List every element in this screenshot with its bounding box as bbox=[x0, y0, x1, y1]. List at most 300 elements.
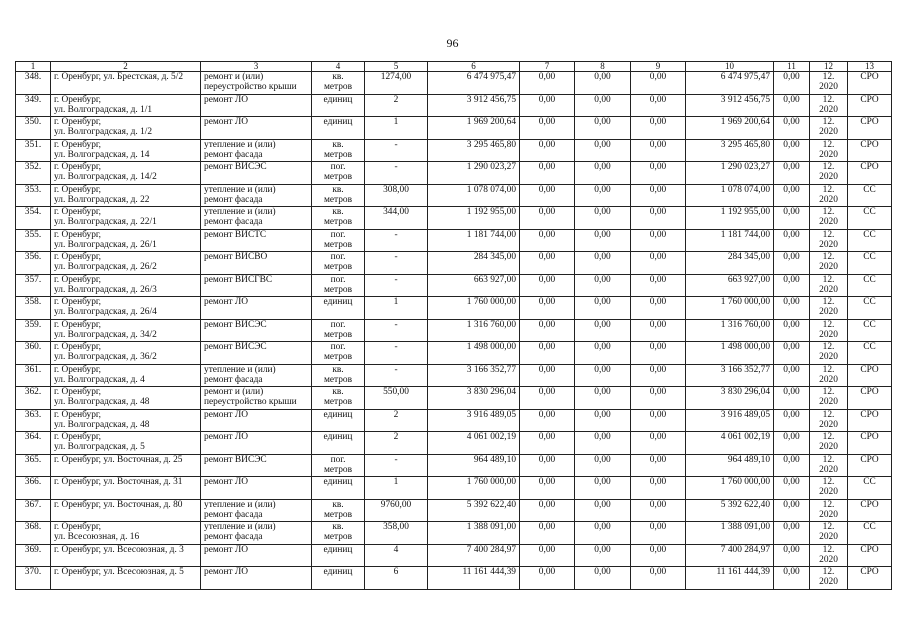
quantity-cell: 1 bbox=[365, 297, 428, 320]
column-10-cell: 4 061 002,19 bbox=[686, 432, 774, 455]
table-row bbox=[16, 432, 892, 455]
table-row bbox=[16, 477, 892, 500]
unit-line-1: кв. bbox=[332, 184, 344, 195]
address-line-2: ул. Волгоградская, д. 14 bbox=[54, 149, 150, 160]
quantity-cell: 1 bbox=[365, 477, 428, 500]
unit-cell bbox=[312, 184, 365, 207]
total-cost-cell: 1 969 200,64 bbox=[428, 117, 520, 140]
unit-cell bbox=[312, 544, 365, 567]
work-type-cell bbox=[201, 477, 312, 500]
unit-line-2: метров bbox=[323, 352, 353, 363]
unit-cell bbox=[312, 364, 365, 387]
column-11-cell: 0,00 bbox=[774, 409, 810, 432]
unit-cell bbox=[312, 499, 365, 522]
row-number: 366. bbox=[16, 477, 51, 500]
row-number: 365. bbox=[16, 454, 51, 477]
work-type-line-1: утепление и (или) bbox=[204, 522, 276, 532]
column-8-cell: 0,00 bbox=[575, 477, 631, 500]
work-type-cell bbox=[201, 72, 312, 95]
deadline-year: 2020 bbox=[819, 397, 838, 408]
work-type-cell bbox=[201, 162, 312, 185]
quantity-cell: - bbox=[365, 274, 428, 297]
page-number: 96 bbox=[446, 36, 459, 50]
address-line-1: г. Оренбург, bbox=[54, 252, 102, 262]
column-header: 1 bbox=[16, 62, 51, 72]
address-cell bbox=[51, 117, 201, 140]
deadline-year: 2020 bbox=[819, 487, 838, 498]
row-number: 352. bbox=[16, 162, 51, 185]
column-11-cell: 0,00 bbox=[774, 139, 810, 162]
deadline-month: 12. bbox=[822, 319, 835, 330]
deadline-year: 2020 bbox=[819, 172, 838, 183]
table-row bbox=[16, 139, 892, 162]
deadline-month: 12. bbox=[822, 409, 835, 420]
column-header: 9 bbox=[631, 62, 686, 72]
column-8-cell: 0,00 bbox=[575, 207, 631, 230]
column-10-cell: 1 078 074,00 bbox=[686, 184, 774, 207]
unit-line-1: кв. bbox=[332, 387, 344, 397]
address-line-2: ул. Волгоградская, д. 4 bbox=[54, 374, 145, 385]
unit-line-1: пог. bbox=[330, 342, 346, 352]
column-10-cell: 1 969 200,64 bbox=[686, 117, 774, 140]
column-header: 2 bbox=[51, 62, 201, 72]
work-type-line-1: ремонт ВИСГВС bbox=[204, 274, 273, 285]
column-9-cell: 0,00 bbox=[631, 252, 686, 275]
column-11-cell: 0,00 bbox=[774, 184, 810, 207]
column-10-cell: 663 927,00 bbox=[686, 274, 774, 297]
funding-source-cell: СРО bbox=[848, 94, 892, 117]
work-type-line-2: ремонт фасада bbox=[204, 374, 263, 385]
column-7-cell: 0,00 bbox=[520, 297, 575, 320]
unit-line-2: метров bbox=[323, 82, 353, 93]
column-11-cell: 0,00 bbox=[774, 274, 810, 297]
address-line-1: г. Оренбург, bbox=[54, 297, 102, 307]
column-header: 4 bbox=[312, 62, 365, 72]
column-10-cell: 3 166 352,77 bbox=[686, 364, 774, 387]
work-type-cell bbox=[201, 297, 312, 320]
address-line-1: г. Оренбург, bbox=[54, 229, 102, 240]
unit-line-1: единиц bbox=[323, 567, 353, 577]
column-7-cell: 0,00 bbox=[520, 184, 575, 207]
unit-line-2: метров bbox=[323, 262, 353, 273]
column-7-cell: 0,00 bbox=[520, 229, 575, 252]
table-row bbox=[16, 184, 892, 207]
column-10-cell: 3 916 489,05 bbox=[686, 409, 774, 432]
column-8-cell: 0,00 bbox=[575, 544, 631, 567]
address-cell bbox=[51, 387, 201, 410]
work-type-line-1: ремонт ЛО bbox=[204, 297, 249, 307]
total-cost-cell: 3 912 456,75 bbox=[428, 94, 520, 117]
address-line-1: г. Оренбург, bbox=[54, 364, 102, 375]
deadline-month: 12. bbox=[822, 94, 835, 105]
column-9-cell: 0,00 bbox=[631, 207, 686, 230]
work-type-line-1: ремонт ЛО bbox=[204, 477, 249, 487]
funding-source-cell: СС bbox=[848, 207, 892, 230]
column-10-cell: 284 345,00 bbox=[686, 252, 774, 275]
column-9-cell: 0,00 bbox=[631, 319, 686, 342]
column-7-cell: 0,00 bbox=[520, 139, 575, 162]
row-number: 368. bbox=[16, 522, 51, 545]
column-7-cell: 0,00 bbox=[520, 319, 575, 342]
total-cost-cell: 1 388 091,00 bbox=[428, 522, 520, 545]
row-number: 349. bbox=[16, 94, 51, 117]
work-type-line-2: ремонт фасада bbox=[204, 532, 263, 543]
deadline-month: 12. bbox=[822, 432, 835, 442]
address-line-1: г. Оренбург, bbox=[54, 342, 102, 352]
column-8-cell: 0,00 bbox=[575, 364, 631, 387]
address-line-2: ул. Волгоградская, д. 1/2 bbox=[54, 127, 153, 138]
address-line-1: г. Оренбург, bbox=[54, 139, 102, 150]
column-8-cell: 0,00 bbox=[575, 139, 631, 162]
deadline-year: 2020 bbox=[819, 217, 838, 228]
address-cell bbox=[51, 319, 201, 342]
work-type-line-2: переустройство крыши bbox=[204, 397, 297, 408]
table-row bbox=[16, 297, 892, 320]
column-9-cell: 0,00 bbox=[631, 387, 686, 410]
address-line-2: ул. Волгоградская, д. 22/1 bbox=[54, 217, 157, 228]
quantity-cell: - bbox=[365, 342, 428, 365]
address-cell bbox=[51, 94, 201, 117]
quantity-cell: 9760,00 bbox=[365, 499, 428, 522]
address-cell bbox=[51, 252, 201, 275]
column-9-cell: 0,00 bbox=[631, 499, 686, 522]
address-cell bbox=[51, 432, 201, 455]
deadline-year: 2020 bbox=[819, 104, 838, 115]
deadline-month: 12. bbox=[822, 274, 835, 285]
funding-source-cell: СС bbox=[848, 522, 892, 545]
address-cell bbox=[51, 364, 201, 387]
row-number: 354. bbox=[16, 207, 51, 230]
column-7-cell: 0,00 bbox=[520, 454, 575, 477]
address-line-1: г. Оренбург, bbox=[54, 409, 102, 420]
column-10-cell: 1 290 023,27 bbox=[686, 162, 774, 185]
column-10-cell: 5 392 622,40 bbox=[686, 499, 774, 522]
funding-source-cell: СРО bbox=[848, 117, 892, 140]
column-7-cell: 0,00 bbox=[520, 477, 575, 500]
column-9-cell: 0,00 bbox=[631, 94, 686, 117]
column-8-cell: 0,00 bbox=[575, 162, 631, 185]
total-cost-cell: 1 290 023,27 bbox=[428, 162, 520, 185]
deadline-month: 12. bbox=[822, 387, 835, 397]
deadline-year: 2020 bbox=[819, 307, 838, 318]
total-cost-cell: 1 192 955,00 bbox=[428, 207, 520, 230]
unit-cell bbox=[312, 409, 365, 432]
work-type-cell bbox=[201, 139, 312, 162]
total-cost-cell: 3 916 489,05 bbox=[428, 409, 520, 432]
deadline-cell bbox=[810, 72, 848, 95]
work-type-cell bbox=[201, 454, 312, 477]
column-10-cell: 1 760 000,00 bbox=[686, 297, 774, 320]
work-type-line-1: утепление и (или) bbox=[204, 184, 276, 195]
column-header: 5 bbox=[365, 62, 428, 72]
column-9-cell: 0,00 bbox=[631, 274, 686, 297]
unit-cell bbox=[312, 522, 365, 545]
unit-line-2: метров bbox=[323, 329, 353, 340]
total-cost-cell: 5 392 622,40 bbox=[428, 499, 520, 522]
unit-line-2: метров bbox=[323, 194, 353, 205]
column-7-cell: 0,00 bbox=[520, 94, 575, 117]
column-11-cell: 0,00 bbox=[774, 567, 810, 590]
quantity-cell: - bbox=[365, 454, 428, 477]
address-cell bbox=[51, 139, 201, 162]
funding-source-cell: СС bbox=[848, 297, 892, 320]
column-8-cell: 0,00 bbox=[575, 252, 631, 275]
column-11-cell: 0,00 bbox=[774, 297, 810, 320]
quantity-cell: - bbox=[365, 162, 428, 185]
deadline-year: 2020 bbox=[819, 127, 838, 138]
address-cell bbox=[51, 229, 201, 252]
unit-line-2: метров bbox=[323, 284, 353, 295]
deadline-month: 12. bbox=[822, 297, 835, 307]
address-line-2: ул. Волгоградская, д. 1/1 bbox=[54, 104, 153, 115]
column-header: 10 bbox=[686, 62, 774, 72]
unit-line-2: метров bbox=[323, 172, 353, 183]
column-11-cell: 0,00 bbox=[774, 454, 810, 477]
column-7-cell: 0,00 bbox=[520, 567, 575, 590]
column-11-cell: 0,00 bbox=[774, 229, 810, 252]
deadline-cell bbox=[810, 319, 848, 342]
column-9-cell: 0,00 bbox=[631, 409, 686, 432]
address-line-1: г. Оренбург, ул. Восточная, д. 31 bbox=[54, 477, 183, 487]
address-cell bbox=[51, 522, 201, 545]
quantity-cell: 308,00 bbox=[365, 184, 428, 207]
address-line-1: г. Оренбург, bbox=[54, 94, 102, 105]
deadline-cell bbox=[810, 522, 848, 545]
row-number: 353. bbox=[16, 184, 51, 207]
unit-line-1: пог. bbox=[330, 319, 346, 330]
deadline-month: 12. bbox=[822, 72, 835, 82]
column-8-cell: 0,00 bbox=[575, 522, 631, 545]
total-cost-cell: 1 078 074,00 bbox=[428, 184, 520, 207]
table-row bbox=[16, 409, 892, 432]
quantity-cell: 344,00 bbox=[365, 207, 428, 230]
table-row bbox=[16, 252, 892, 275]
address-line-2: ул. Волгоградская, д. 22 bbox=[54, 194, 150, 205]
work-type-cell bbox=[201, 499, 312, 522]
column-11-cell: 0,00 bbox=[774, 544, 810, 567]
work-type-line-1: ремонт ВИСЭС bbox=[204, 342, 267, 352]
total-cost-cell: 284 345,00 bbox=[428, 252, 520, 275]
unit-line-1: пог. bbox=[330, 252, 346, 262]
deadline-month: 12. bbox=[822, 184, 835, 195]
work-type-line-1: ремонт ВИСЭС bbox=[204, 454, 267, 465]
address-cell bbox=[51, 72, 201, 95]
row-number: 369. bbox=[16, 544, 51, 567]
work-type-cell bbox=[201, 567, 312, 590]
column-10-cell: 1 498 000,00 bbox=[686, 342, 774, 365]
work-type-line-1: ремонт ЛО bbox=[204, 409, 249, 420]
quantity-cell: 550,00 bbox=[365, 387, 428, 410]
deadline-year: 2020 bbox=[819, 532, 838, 543]
total-cost-cell: 11 161 444,39 bbox=[428, 567, 520, 590]
work-type-line-2: ремонт фасада bbox=[204, 149, 263, 160]
column-11-cell: 0,00 bbox=[774, 364, 810, 387]
deadline-cell bbox=[810, 297, 848, 320]
deadline-year: 2020 bbox=[819, 239, 838, 250]
unit-line-1: единиц bbox=[323, 409, 353, 420]
row-number: 364. bbox=[16, 432, 51, 455]
column-10-cell: 7 400 284,97 bbox=[686, 544, 774, 567]
work-type-cell bbox=[201, 274, 312, 297]
work-type-cell bbox=[201, 207, 312, 230]
table-row bbox=[16, 567, 892, 590]
row-number: 348. bbox=[16, 72, 51, 95]
deadline-year: 2020 bbox=[819, 329, 838, 340]
column-9-cell: 0,00 bbox=[631, 364, 686, 387]
funding-source-cell: СРО bbox=[848, 72, 892, 95]
deadline-cell bbox=[810, 162, 848, 185]
column-number-header bbox=[16, 62, 892, 72]
work-type-line-1: ремонт и (или) bbox=[204, 387, 264, 397]
column-header: 7 bbox=[520, 62, 575, 72]
funding-source-cell: СРО bbox=[848, 139, 892, 162]
deadline-year: 2020 bbox=[819, 509, 838, 520]
unit-cell bbox=[312, 454, 365, 477]
funding-source-cell: СС bbox=[848, 229, 892, 252]
deadline-month: 12. bbox=[822, 364, 835, 375]
column-8-cell: 0,00 bbox=[575, 567, 631, 590]
address-line-1: г. Оренбург, ул. Всесоюзная, д. 3 bbox=[54, 544, 184, 555]
address-cell bbox=[51, 454, 201, 477]
address-cell bbox=[51, 342, 201, 365]
work-type-line-2: ремонт фасада bbox=[204, 217, 263, 228]
unit-cell bbox=[312, 139, 365, 162]
work-type-line-1: ремонт ЛО bbox=[204, 567, 249, 577]
funding-source-cell: СРО bbox=[848, 409, 892, 432]
row-number: 358. bbox=[16, 297, 51, 320]
address-cell bbox=[51, 477, 201, 500]
total-cost-cell: 663 927,00 bbox=[428, 274, 520, 297]
deadline-year: 2020 bbox=[819, 419, 838, 430]
column-9-cell: 0,00 bbox=[631, 522, 686, 545]
column-11-cell: 0,00 bbox=[774, 207, 810, 230]
unit-cell bbox=[312, 117, 365, 140]
work-type-line-2: переустройство крыши bbox=[204, 82, 297, 93]
deadline-month: 12. bbox=[822, 207, 835, 217]
deadline-year: 2020 bbox=[819, 352, 838, 363]
address-line-1: г. Оренбург, bbox=[54, 184, 102, 195]
quantity-cell: 1274,00 bbox=[365, 72, 428, 95]
table-row bbox=[16, 364, 892, 387]
unit-line-2: метров bbox=[323, 509, 353, 520]
deadline-year: 2020 bbox=[819, 442, 838, 453]
deadline-cell bbox=[810, 139, 848, 162]
work-type-cell bbox=[201, 117, 312, 140]
column-11-cell: 0,00 bbox=[774, 117, 810, 140]
column-10-cell: 3 830 296,04 bbox=[686, 387, 774, 410]
column-7-cell: 0,00 bbox=[520, 522, 575, 545]
unit-cell bbox=[312, 477, 365, 500]
column-7-cell: 0,00 bbox=[520, 387, 575, 410]
address-line-1: г. Оренбург, ул. Восточная, д. 25 bbox=[54, 454, 183, 465]
work-type-line-2: ремонт фасада bbox=[204, 194, 263, 205]
unit-cell bbox=[312, 319, 365, 342]
work-type-line-1: ремонт ВИСТС bbox=[204, 229, 267, 240]
address-line-1: г. Оренбург, bbox=[54, 207, 102, 217]
quantity-cell: 4 bbox=[365, 544, 428, 567]
address-line-2: ул. Волгоградская, д. 5 bbox=[54, 442, 145, 453]
deadline-cell bbox=[810, 274, 848, 297]
total-cost-cell: 3 830 296,04 bbox=[428, 387, 520, 410]
row-number: 367. bbox=[16, 499, 51, 522]
column-8-cell: 0,00 bbox=[575, 432, 631, 455]
column-8-cell: 0,00 bbox=[575, 94, 631, 117]
column-7-cell: 0,00 bbox=[520, 432, 575, 455]
work-type-cell bbox=[201, 544, 312, 567]
work-type-line-1: ремонт ЛО bbox=[204, 94, 249, 105]
row-number: 361. bbox=[16, 364, 51, 387]
work-type-line-2: ремонт фасада bbox=[204, 509, 263, 520]
address-line-2: ул. Волгоградская, д. 26/3 bbox=[54, 284, 157, 295]
work-type-line-1: утепление и (или) bbox=[204, 139, 276, 150]
address-cell bbox=[51, 409, 201, 432]
work-type-cell bbox=[201, 184, 312, 207]
address-cell bbox=[51, 274, 201, 297]
table-row bbox=[16, 342, 892, 365]
column-8-cell: 0,00 bbox=[575, 72, 631, 95]
total-cost-cell: 1 498 000,00 bbox=[428, 342, 520, 365]
address-line-2: ул. Волгоградская, д. 26/2 bbox=[54, 262, 157, 273]
deadline-month: 12. bbox=[822, 342, 835, 352]
work-type-cell bbox=[201, 319, 312, 342]
address-line-1: г. Оренбург, ул. Восточная, д. 80 bbox=[54, 499, 183, 510]
unit-line-1: кв. bbox=[332, 139, 344, 150]
deadline-month: 12. bbox=[822, 139, 835, 150]
unit-line-1: пог. bbox=[330, 454, 346, 465]
unit-line-1: единиц bbox=[323, 297, 353, 307]
column-7-cell: 0,00 bbox=[520, 162, 575, 185]
column-8-cell: 0,00 bbox=[575, 117, 631, 140]
unit-cell bbox=[312, 94, 365, 117]
deadline-year: 2020 bbox=[819, 149, 838, 160]
work-type-cell bbox=[201, 522, 312, 545]
row-number: 355. bbox=[16, 229, 51, 252]
address-line-1: г. Оренбург, bbox=[54, 274, 102, 285]
unit-line-2: метров bbox=[323, 397, 353, 408]
unit-line-1: пог. bbox=[330, 274, 346, 285]
unit-line-1: пог. bbox=[330, 229, 346, 240]
unit-cell bbox=[312, 207, 365, 230]
row-number: 370. bbox=[16, 567, 51, 590]
column-10-cell: 1 181 744,00 bbox=[686, 229, 774, 252]
unit-line-1: единиц bbox=[323, 432, 353, 442]
unit-line-2: метров bbox=[323, 217, 353, 228]
unit-cell bbox=[312, 252, 365, 275]
table-row bbox=[16, 499, 892, 522]
column-7-cell: 0,00 bbox=[520, 544, 575, 567]
quantity-cell: 2 bbox=[365, 432, 428, 455]
column-11-cell: 0,00 bbox=[774, 522, 810, 545]
work-type-line-1: ремонт ВИСЭС bbox=[204, 162, 267, 172]
unit-line-1: единиц bbox=[323, 477, 353, 487]
table-row bbox=[16, 387, 892, 410]
deadline-cell bbox=[810, 342, 848, 365]
work-type-line-1: ремонт ЛО bbox=[204, 432, 249, 442]
unit-cell bbox=[312, 432, 365, 455]
column-10-cell: 3 912 456,75 bbox=[686, 94, 774, 117]
funding-source-cell: СРО bbox=[848, 454, 892, 477]
column-9-cell: 0,00 bbox=[631, 229, 686, 252]
column-8-cell: 0,00 bbox=[575, 499, 631, 522]
address-line-1: г. Оренбург, bbox=[54, 319, 102, 330]
address-line-2: ул. Волгоградская, д. 36/2 bbox=[54, 352, 157, 363]
unit-cell bbox=[312, 162, 365, 185]
quantity-cell: 358,00 bbox=[365, 522, 428, 545]
work-type-line-1: утепление и (или) bbox=[204, 499, 276, 510]
column-8-cell: 0,00 bbox=[575, 342, 631, 365]
address-line-1: г. Оренбург, ул. Брестская, д. 5/2 bbox=[54, 72, 184, 82]
row-number: 359. bbox=[16, 319, 51, 342]
